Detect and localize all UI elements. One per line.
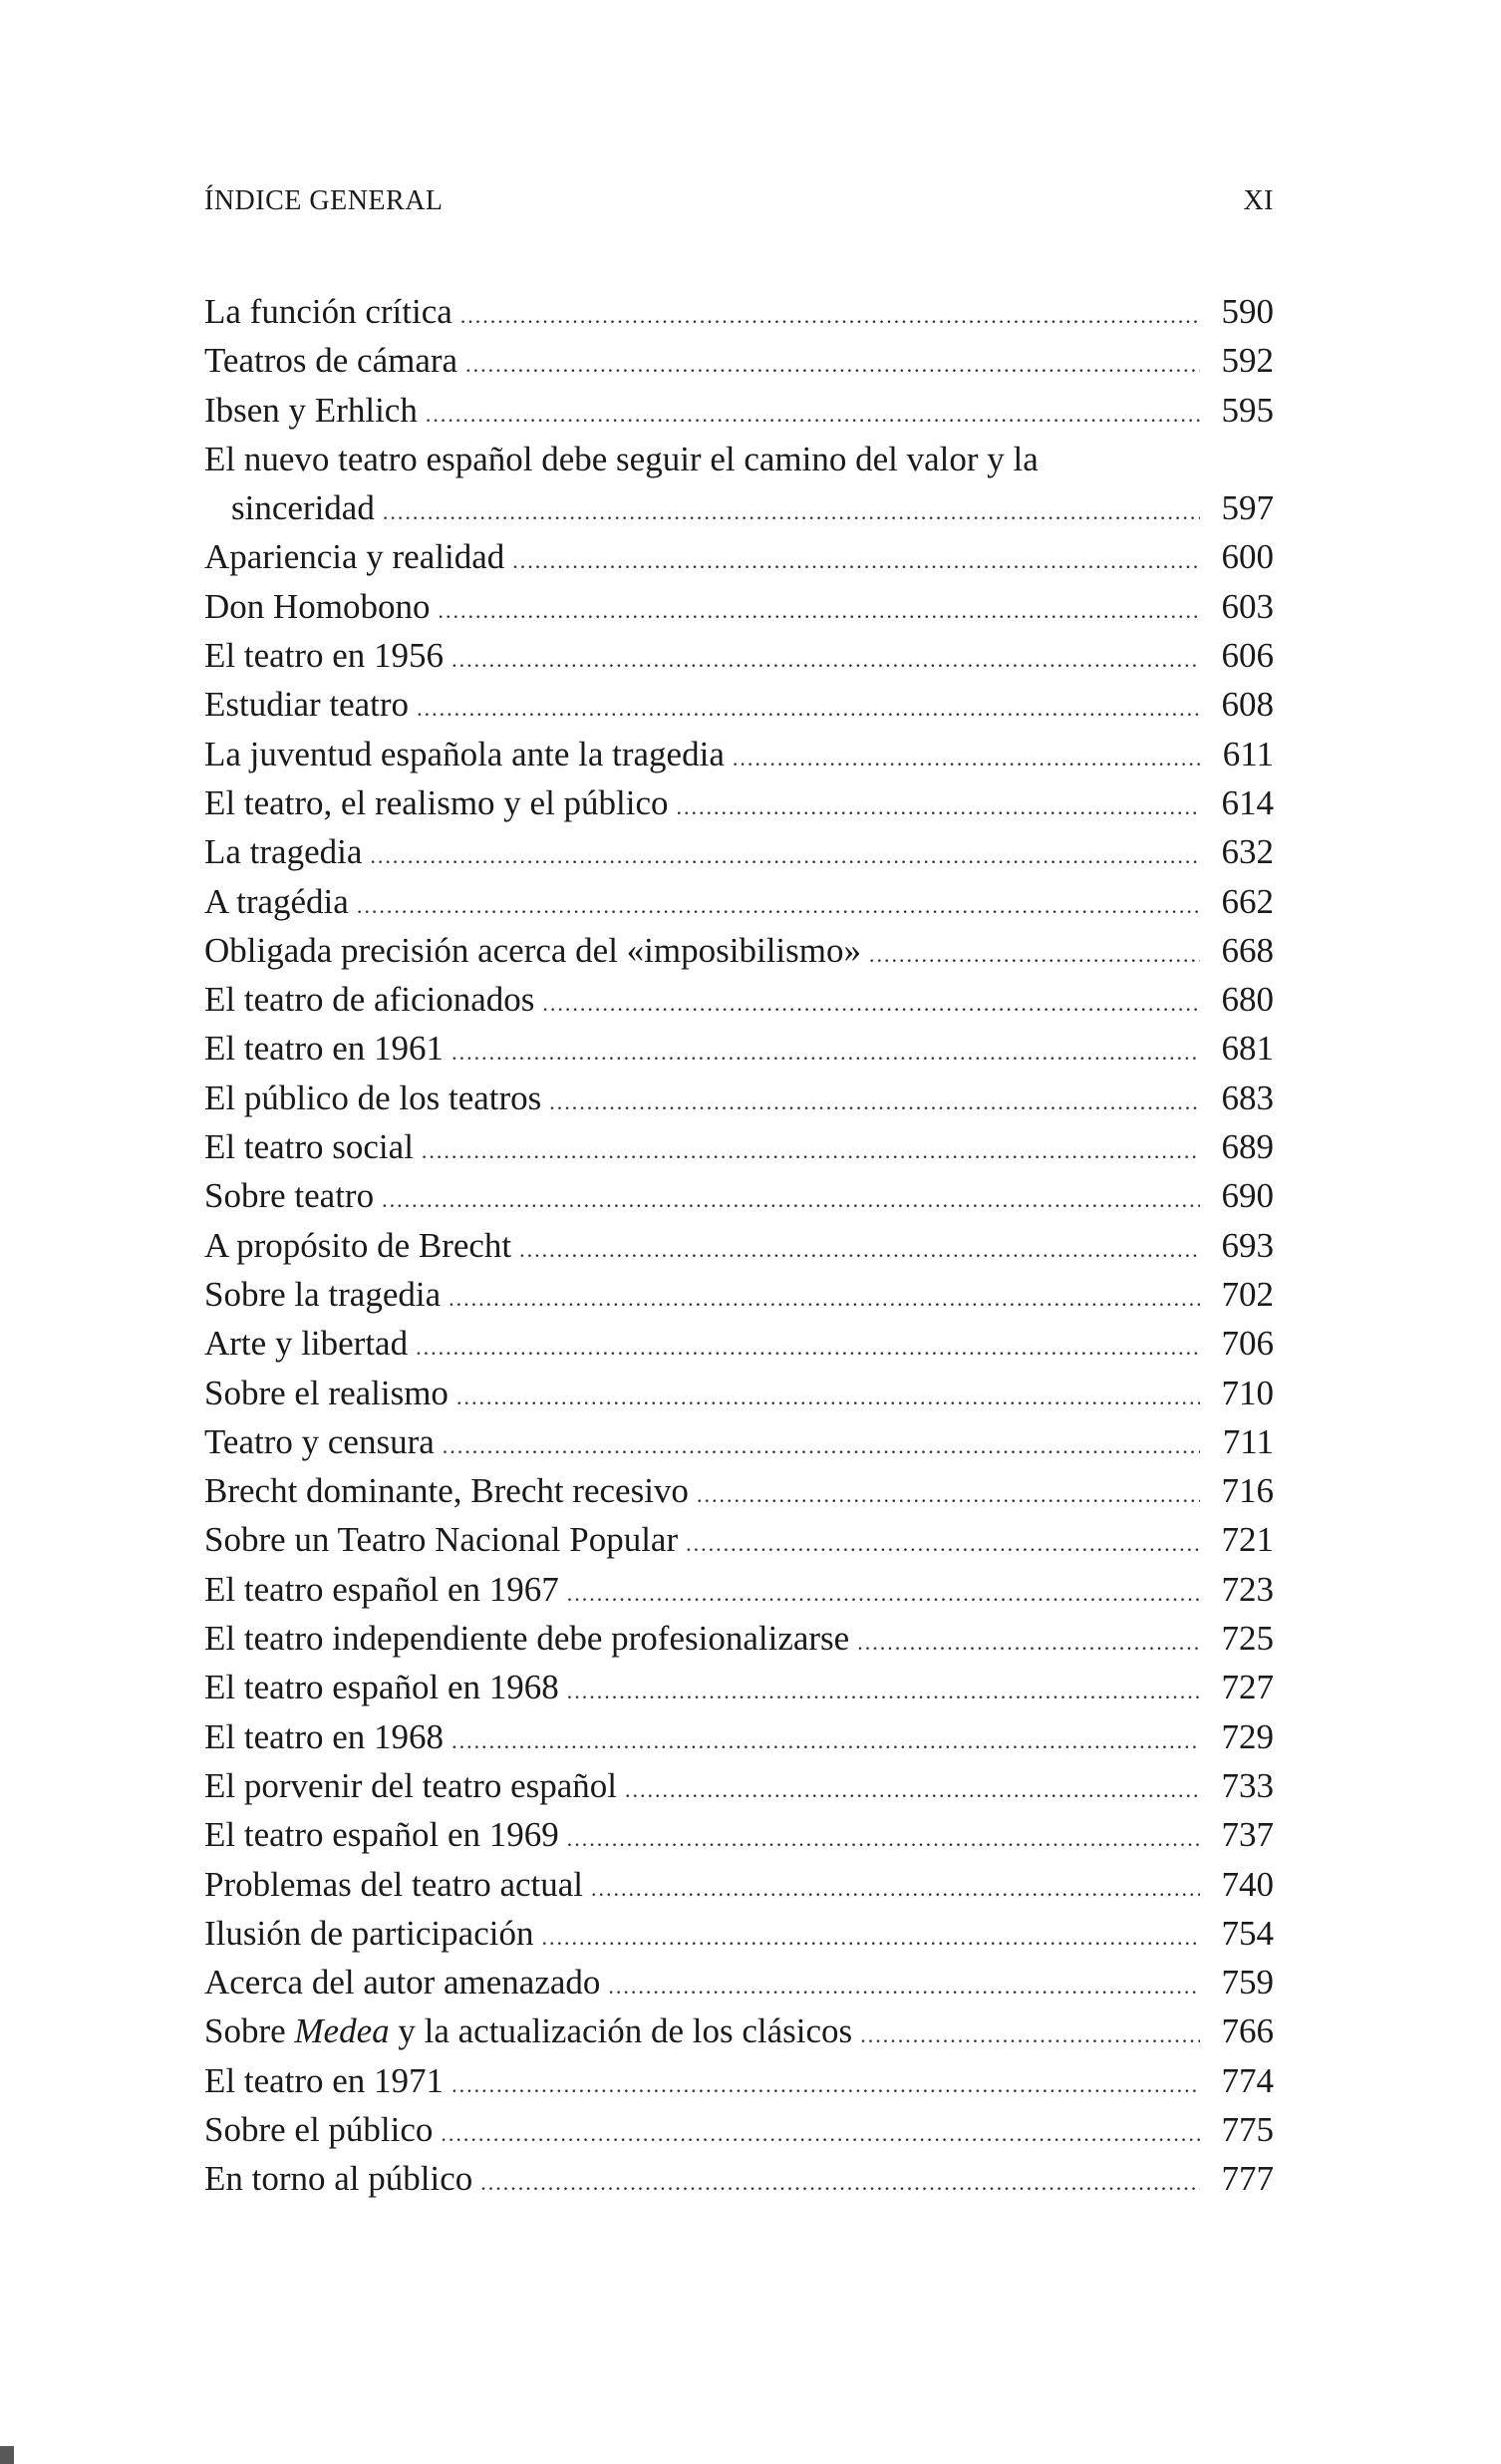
toc-entry-title: Sobre el realismo xyxy=(204,1373,449,1412)
toc-entry-title: Obligada precisión acerca del «imposibilismo» xyxy=(204,930,861,970)
toc-entry-page: 603 xyxy=(1221,586,1274,626)
toc-entry-page: 721 xyxy=(1221,1520,1274,1560)
dot-leader xyxy=(451,2060,1200,2109)
toc-entry-title-line1: El nuevo teatro español debe seguir el camino del valor y la xyxy=(204,439,1039,478)
dot-leader xyxy=(677,782,1200,831)
toc-entry xyxy=(204,582,1274,631)
toc-entry xyxy=(204,2105,1274,2154)
dot-leader xyxy=(439,586,1200,635)
toc-entry-title: Sobre la tragedia xyxy=(204,1274,442,1314)
toc-entry-page: 608 xyxy=(1221,685,1274,725)
dot-leader xyxy=(519,1225,1200,1274)
toc-entry-title: Ibsen y Erhlich xyxy=(204,390,418,430)
toc-entry-title: Teatro y censura xyxy=(204,1421,435,1461)
toc-entry-title: La tragedia xyxy=(204,832,363,872)
toc-entry-title: El público de los teatros xyxy=(204,1078,542,1117)
toc-entry xyxy=(204,730,1274,778)
toc-entry-page: 737 xyxy=(1221,1815,1274,1855)
dot-leader xyxy=(382,1175,1200,1224)
toc-entry xyxy=(204,1810,1274,1859)
running-head-page-number: XI xyxy=(1243,185,1274,216)
toc-entry-page: 689 xyxy=(1221,1127,1274,1167)
toc-entry xyxy=(204,1221,1274,1270)
toc-entry-page: 775 xyxy=(1221,2109,1274,2149)
toc-entry-page: 740 xyxy=(1221,1864,1274,1904)
toc-entry-title: El teatro español en 1968 xyxy=(204,1668,559,1707)
toc-entry xyxy=(204,778,1274,827)
toc-entry xyxy=(204,926,1274,975)
toc-entry-title-pre: Sobre xyxy=(204,2011,295,2051)
toc-entry xyxy=(204,1909,1274,1958)
toc-entry xyxy=(204,2056,1274,2105)
dot-leader xyxy=(608,1962,1200,2010)
toc-entry xyxy=(204,1074,1274,1122)
dot-leader xyxy=(542,979,1200,1028)
toc-entry xyxy=(204,1417,1274,1466)
toc-entry-title: Sobre un Teatro Nacional Popular xyxy=(204,1520,679,1560)
toc-entry xyxy=(204,435,1274,533)
dot-leader xyxy=(733,734,1200,782)
dot-leader xyxy=(441,2109,1200,2158)
toc-entry-page: 716 xyxy=(1221,1471,1274,1511)
toc-entry-title: Problemas del teatro actual xyxy=(204,1864,583,1904)
dot-leader xyxy=(370,831,1200,880)
toc-entry xyxy=(204,1171,1274,1220)
toc-entry xyxy=(204,1614,1274,1663)
toc-entry xyxy=(204,1024,1274,1073)
toc-entry xyxy=(204,1712,1274,1761)
toc-entry-page: 662 xyxy=(1221,881,1274,921)
toc-entry-title: La función crítica xyxy=(204,292,452,331)
toc-entry xyxy=(204,1565,1274,1614)
toc-entry-page: 614 xyxy=(1221,782,1274,822)
dot-leader xyxy=(591,1864,1200,1913)
toc-entry xyxy=(204,877,1274,926)
dot-leader xyxy=(451,635,1200,684)
toc-entry xyxy=(204,827,1274,876)
dot-leader xyxy=(686,1519,1200,1568)
dot-leader xyxy=(451,1716,1200,1765)
toc-entry xyxy=(204,336,1274,385)
toc-entry-title: El porvenir del teatro español xyxy=(204,1765,618,1805)
dot-leader xyxy=(465,340,1200,389)
toc-entry-page: 729 xyxy=(1221,1716,1274,1756)
toc-entry xyxy=(204,1860,1274,1909)
running-head-title: ÍNDICE GENERAL xyxy=(204,185,444,216)
dot-leader xyxy=(451,1028,1200,1077)
toc-entry-title: Ilusión de participación xyxy=(204,1913,534,1953)
toc-entry-page: 723 xyxy=(1221,1569,1274,1609)
toc-entry-title: Acerca del autor amenazado xyxy=(204,1963,601,2002)
dot-leader xyxy=(357,881,1200,930)
toc-entry xyxy=(204,1958,1274,2006)
toc-entry xyxy=(204,2154,1274,2203)
toc-entry xyxy=(204,1270,1274,1319)
toc-entry-title: El teatro en 1956 xyxy=(204,636,445,676)
dot-leader xyxy=(697,1470,1200,1519)
toc-entry-title: El teatro, el realismo y el público xyxy=(204,782,669,822)
toc-entry xyxy=(204,386,1274,435)
toc-entry-page: 592 xyxy=(1221,341,1274,381)
toc-entry-title: En torno al público xyxy=(204,2159,473,2199)
dot-leader xyxy=(443,1421,1200,1470)
dot-leader xyxy=(857,1618,1200,1667)
toc-entry-title-post: y la actualización de los clásicos xyxy=(389,2011,853,2051)
toc-entry-page: 777 xyxy=(1221,2159,1274,2199)
dot-leader xyxy=(625,1765,1200,1814)
toc-entry-title: El teatro español en 1969 xyxy=(204,1815,559,1855)
toc-entry-title: Brecht dominante, Brecht recesivo xyxy=(204,1471,689,1511)
toc-entry-page: 733 xyxy=(1221,1765,1274,1805)
toc-entry-page: 600 xyxy=(1221,537,1274,577)
dot-leader xyxy=(417,684,1200,733)
toc-entry xyxy=(204,1122,1274,1171)
running-head xyxy=(204,185,1274,225)
toc-entry xyxy=(204,2006,1274,2055)
dot-leader xyxy=(860,2010,1200,2059)
toc-entry-title: Arte y libertad xyxy=(204,1324,409,1364)
toc-entry xyxy=(204,287,1274,336)
toc-entry xyxy=(204,631,1274,680)
dot-leader xyxy=(460,291,1200,340)
dot-leader xyxy=(422,1126,1200,1175)
toc-entry-title: Teatros de cámara xyxy=(204,341,458,381)
toc-entry-page: 759 xyxy=(1221,1963,1274,2002)
dot-leader xyxy=(449,1274,1200,1323)
toc-entry-title: El teatro en 1968 xyxy=(204,1716,445,1756)
toc-entry-title: sinceridad xyxy=(231,488,375,528)
toc-entry-title: El teatro en 1961 xyxy=(204,1029,445,1069)
dot-leader xyxy=(416,1323,1200,1372)
dot-leader xyxy=(480,2158,1200,2207)
dot-leader xyxy=(541,1913,1200,1962)
toc-entry-page: 754 xyxy=(1221,1913,1274,1953)
dot-leader xyxy=(383,487,1200,536)
toc-entry-title: Sobre el público xyxy=(204,2109,434,2149)
dot-leader xyxy=(567,1569,1200,1618)
toc-entry-page: 611 xyxy=(1222,734,1274,773)
toc-entry xyxy=(204,680,1274,729)
toc-entry-title: El teatro de aficionados xyxy=(204,980,535,1020)
toc-entry-title: Sobre teatro xyxy=(204,1176,375,1216)
toc-entry-page: 681 xyxy=(1221,1029,1274,1069)
toc-entry-page: 590 xyxy=(1221,292,1274,331)
toc-entry-page: 774 xyxy=(1221,2060,1274,2100)
toc-entry-page: 710 xyxy=(1221,1373,1274,1412)
toc-entry-title: Don Homobono xyxy=(204,586,431,626)
toc-entry-page: 702 xyxy=(1221,1274,1274,1314)
toc-entry-page: 680 xyxy=(1221,980,1274,1020)
toc-entry xyxy=(204,1663,1274,1711)
toc-entry xyxy=(204,1515,1274,1564)
dot-leader xyxy=(869,930,1200,979)
toc-entry-page: 597 xyxy=(1221,488,1274,528)
toc-entry-page: 706 xyxy=(1221,1324,1274,1364)
toc-entry-page: 690 xyxy=(1221,1176,1274,1216)
toc-entry-title: El teatro social xyxy=(204,1127,414,1167)
dot-leader xyxy=(567,1667,1200,1715)
dot-leader xyxy=(567,1814,1200,1863)
scan-speck xyxy=(0,2446,14,2464)
toc-entry-title: El teatro español en 1967 xyxy=(204,1569,559,1609)
toc-entry-title: Apariencia y realidad xyxy=(204,537,505,577)
toc-entry xyxy=(204,1761,1274,1810)
dot-leader xyxy=(426,390,1200,439)
toc-entry-title: A propósito de Brecht xyxy=(204,1225,512,1265)
toc-entry-title: La juventud española ante la tragedia xyxy=(204,734,725,773)
toc-entry-page: 725 xyxy=(1221,1619,1274,1659)
table-of-contents xyxy=(204,287,1274,2204)
dot-leader xyxy=(549,1078,1200,1126)
toc-entry-page: 595 xyxy=(1221,390,1274,430)
toc-entry-title: Estudiar teatro xyxy=(204,685,410,725)
toc-entry-title xyxy=(204,2006,860,2055)
toc-entry-page: 632 xyxy=(1221,832,1274,872)
toc-entry-title-italic: Medea xyxy=(294,2011,390,2051)
toc-entry-page: 693 xyxy=(1221,1225,1274,1265)
toc-entry xyxy=(204,1466,1274,1515)
toc-entry xyxy=(204,532,1274,581)
toc-entry-page: 766 xyxy=(1221,2011,1274,2051)
toc-entry-page: 727 xyxy=(1221,1668,1274,1707)
toc-entry-title: A tragédia xyxy=(204,881,349,921)
toc-entry-page: 606 xyxy=(1221,636,1274,676)
toc-entry-page: 683 xyxy=(1221,1078,1274,1117)
toc-entry-page: 711 xyxy=(1222,1421,1274,1461)
toc-entry-page: 668 xyxy=(1221,930,1274,970)
toc-entry xyxy=(204,1369,1274,1417)
toc-entry xyxy=(204,1319,1274,1368)
toc-entry-title: El teatro independiente debe profesionalizarse xyxy=(204,1619,850,1659)
dot-leader xyxy=(456,1373,1200,1421)
toc-entry-title: El teatro en 1971 xyxy=(204,2060,445,2100)
dot-leader xyxy=(512,536,1200,585)
toc-entry xyxy=(204,975,1274,1024)
